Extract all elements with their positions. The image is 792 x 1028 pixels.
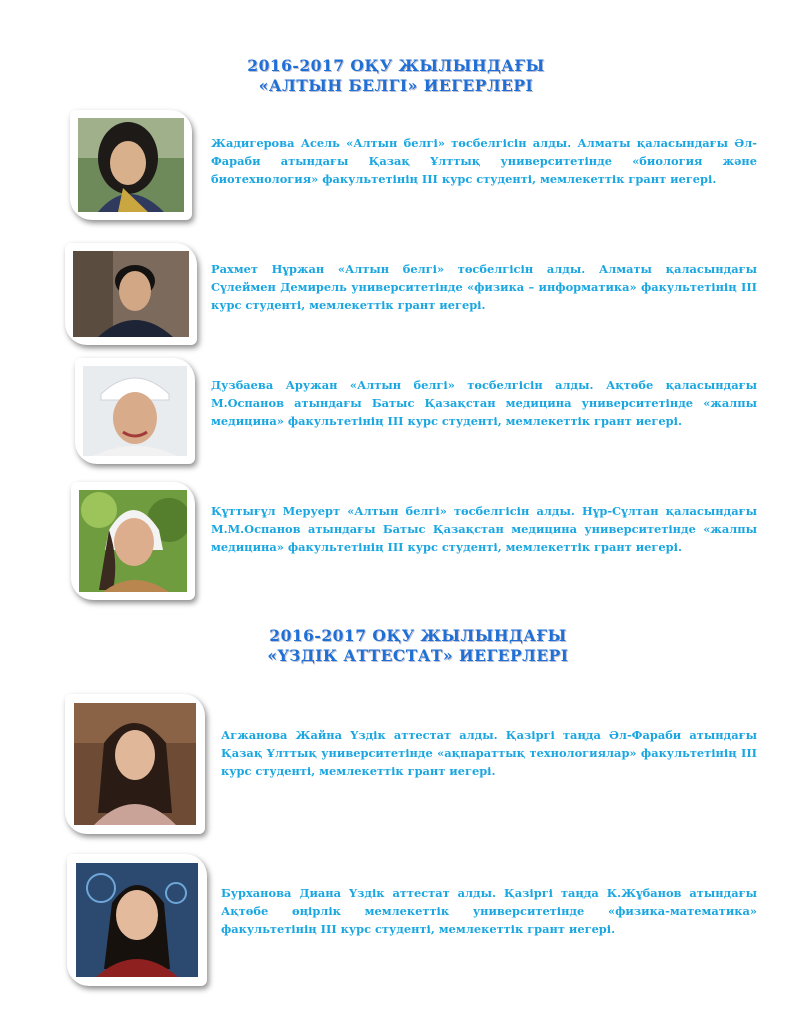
- student-photo: [67, 854, 207, 986]
- gold-section-title: [0, 56, 792, 96]
- student-description: Құттығұл Меруерт «Алтын белгі» төсбелгісін алды. Нұр-Сұлтан қаласындағы М.М.Оспанов атындағы Батыс Қазақстан медицина университетінде «жалпы медицина» факультетінің III курс студенті, мемлекеттік грант иегері.: [211, 504, 757, 554]
- attestat-title-line2: «ҮЗДІК АТТЕСТАТ» ИЕГЕРЛЕРІ: [267, 646, 569, 665]
- student-description: Бурханова Диана Үздік аттестат алды. Қазіргі таңда К.Жұбанов атындағы Ақтөбе өңірлік мемлекеттік университетінде «физика-математика» факультетінің III курс студенті, мемлекеттік грант иегері.: [221, 886, 757, 936]
- student-photo: [65, 694, 205, 834]
- student-photo: [65, 243, 197, 345]
- student-description: Рахмет Нұржан «Алтын белгі» төсбелгісін алды. Алматы қаласындағы Сүлеймен Демирель университетінде «физика – информатика» факультетінің III курс студенті, мемлекеттік грант иегері.: [211, 262, 757, 312]
- student-description: Жадигерова Асель «Алтын белгі» төсбелгісін алды. Алматы қаласындағы Әл-Фараби атындағы Қазақ Ұлттық университетінде «биология және биотехнология» факультетінің III курс студенті, мемлекеттік грант иегері.: [211, 136, 757, 186]
- attestat-section-title: [22, 626, 792, 666]
- gold-title-line1: 2016-2017 ОҚУ ЖЫЛЫНДАҒЫ: [247, 56, 545, 75]
- student-description: Агжанова Жайна Үздік аттестат алды. Қазіргі таңда Әл-Фараби атындағы Қазақ Ұлттық университетінде «ақпараттық технологиялар» факультетінің III курс студенті, мемлекеттік грант иегері.: [221, 728, 757, 778]
- gold-title-line2: «АЛТЫН БЕЛГІ» ИЕГЕРЛЕРІ: [258, 76, 534, 95]
- student-photo: [75, 358, 195, 464]
- student-photo: [71, 482, 195, 600]
- student-photo: [70, 110, 192, 220]
- attestat-title-line1: 2016-2017 ОҚУ ЖЫЛЫНДАҒЫ: [269, 626, 567, 645]
- student-description: Дузбаева Аружан «Алтын белгі» төсбелгісін алды. Ақтөбе қаласындағы М.Оспанов атындағы Батыс Қазақстан медицина университетінде «жалпы медицина» факультетінің III курс студенті, мемлекеттік грант иегері.: [211, 378, 757, 428]
